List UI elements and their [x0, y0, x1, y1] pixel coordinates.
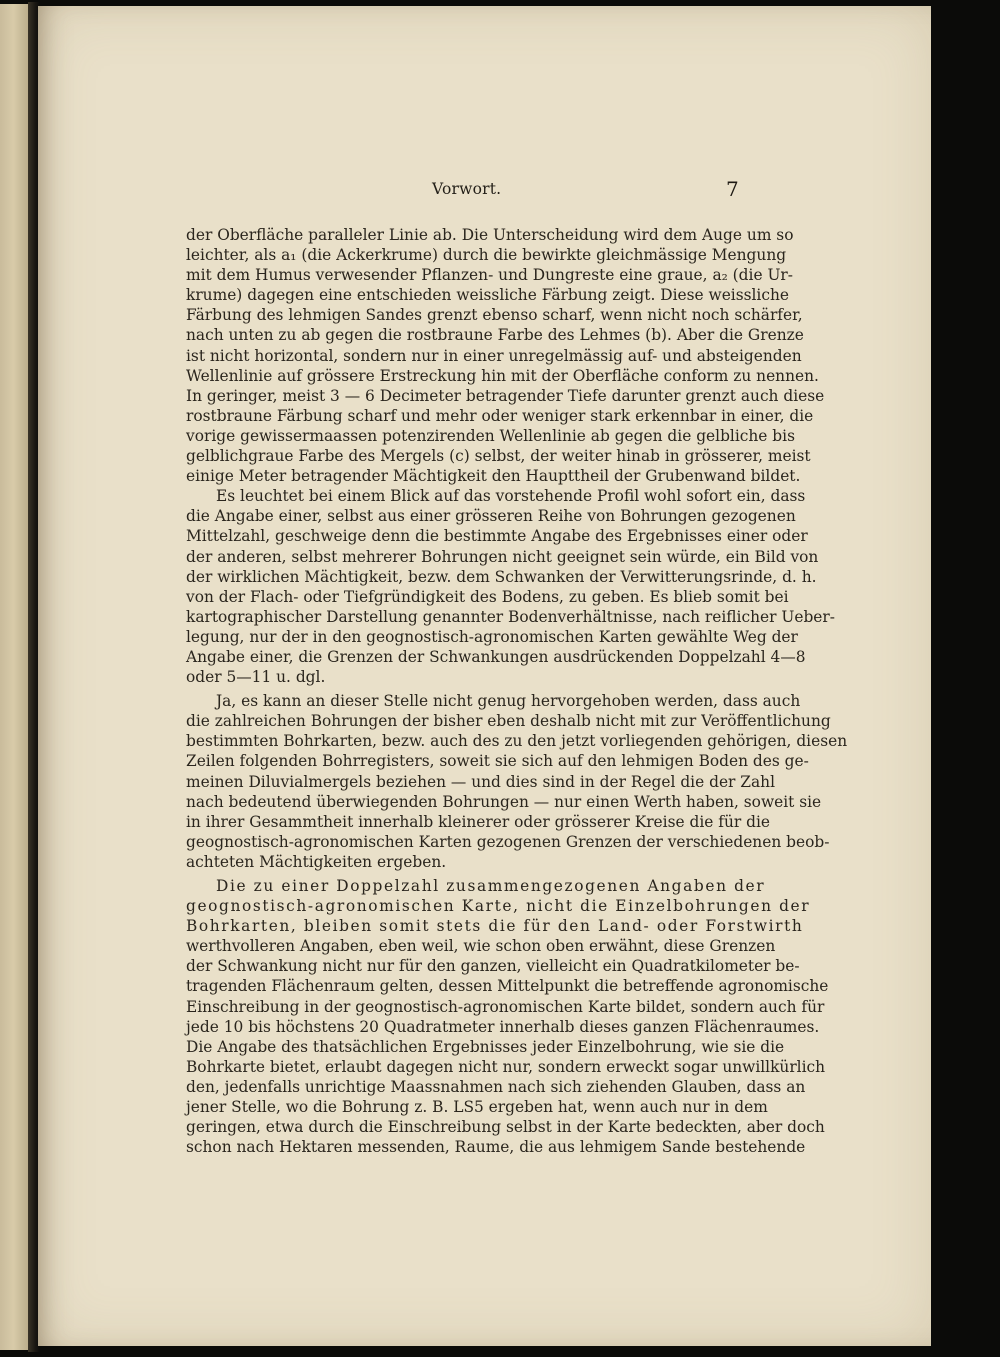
text-line: Die Angabe des thatsächlichen Ergebnisses jeder Einzelbohrung, wie sie die: [186, 1037, 785, 1056]
text-line: die Angabe einer, selbst aus einer grösseren Reihe von Bohrungen gezogenen: [186, 507, 796, 526]
text-line: den, jedenfalls unrichtige Maassnahmen nach sich ziehenden Glauben, dass an: [186, 1077, 806, 1096]
text-line: achteten Mächtigkeiten ergeben.: [186, 852, 447, 871]
page-header: [38, 177, 931, 204]
text-line: jede 10 bis höchstens 20 Quadratmeter innerhalb dieses ganzen Flächenraumes.: [186, 1017, 820, 1036]
text-line: Wellenlinie auf grössere Erstreckung hin mit der Oberfläche conform zu nennen.: [186, 366, 819, 385]
text-line: Zeilen folgenden Bohrregisters, soweit sie sich auf den lehmigen Boden des ge-: [186, 752, 809, 771]
text-line: Angabe einer, die Grenzen der Schwankungen ausdrückenden Doppelzahl 4—8: [186, 647, 806, 666]
text-line: einige Meter betragender Mächtigkeit den Haupttheil der Grubenwand bildet.: [186, 467, 801, 486]
text-line: gelblichgraue Farbe des Mergels (c) selbst, der weiter hinab in grösserer, meist: [186, 447, 811, 466]
text-line: jener Stelle, wo die Bohrung z. B. LS5 ergeben hat, wenn auch nur in dem: [186, 1098, 768, 1117]
book-page: [38, 6, 931, 1346]
text-line: geringen, etwa durch die Einschreibung selbst in der Karte bedeckten, aber doch: [186, 1118, 825, 1137]
text-line: in ihrer Gesammtheit innerhalb kleinerer oder grösserer Kreise die für die: [186, 812, 770, 831]
text-line: leichter, als a₁ (die Ackerkrume) durch die bewirkte gleichmässige Mengung: [186, 246, 787, 265]
text-line: von der Flach- oder Tiefgründigkeit des Bodens, zu geben. Es blieb somit bei: [186, 587, 789, 606]
text-line: die zahlreichen Bohrungen der bisher eben deshalb nicht mit zur Veröffentlichung: [186, 712, 831, 731]
text-line: oder 5—11 u. dgl.: [186, 668, 326, 687]
text-line: tragenden Flächenraum gelten, dessen Mittelpunkt die betreffende agronomische: [186, 977, 829, 996]
text-line: Einschreibung in der geognostisch-agronomischen Karte bildet, sondern auch für: [186, 997, 825, 1016]
text-line: meinen Diluvialmergels beziehen — und dies sind in der Regel die der Zahl: [186, 772, 776, 791]
page-number: 7: [726, 177, 739, 201]
text-line: rostbraune Färbung scharf und mehr oder weniger stark erkennbar in einer, die: [186, 406, 814, 425]
text-line: Ja, es kann an dieser Stelle nicht genug hervorgehoben werden, dass auch: [216, 692, 801, 711]
text-line: Bohrkarte bietet, erlaubt dagegen nicht nur, sondern erweckt sogar unwillkürlich: [186, 1057, 826, 1076]
text-line: der wirklichen Mächtigkeit, bezw. dem Schwanken der Verwitterungsrinde, d. h.: [186, 567, 817, 586]
text-line: schon nach Hektaren messenden, Raume, die aus lehmigem Sande bestehende: [186, 1138, 806, 1157]
running-title: Vorwort.: [432, 180, 502, 198]
text-line: der Schwankung nicht nur für den ganzen, vielleicht ein Quadratkilometer be-: [186, 957, 800, 976]
text-line: der Oberfläche paralleler Linie ab. Die Unterscheidung wird dem Auge um so: [186, 226, 794, 244]
text-line: nach unten zu ab gegen die rostbraune Farbe des Lehmes (b). Aber die Grenze: [186, 326, 804, 345]
text-line: Die zu einer Doppelzahl zusammengezogenen Angaben der: [216, 877, 766, 895]
text-line: bestimmten Bohrkarten, bezw. auch des zu den jetzt vorliegenden gehörigen, diesen: [186, 732, 848, 751]
text-line: Mittelzahl, geschweige denn die bestimmte Angabe des Ergebnisses einer oder: [186, 527, 808, 546]
body-text: [186, 225, 848, 1157]
text-line: kartographischer Darstellung genannter Bodenverhältnisse, nach reiflicher Ueber-: [186, 607, 835, 626]
text-line: werthvolleren Angaben, eben weil, wie schon oben erwähnt, diese Grenzen: [186, 937, 776, 956]
text-line: In geringer, meist 3 — 6 Decimeter betragender Tiefe darunter grenzt auch diese: [186, 386, 825, 405]
text-line: vorige gewissermaassen potenzirenden Wellenlinie ab gegen die gelbliche bis: [186, 426, 795, 445]
text-line: der anderen, selbst mehrerer Bohrungen nicht geeignet sein würde, ein Bild von: [186, 547, 819, 566]
text-line: Es leuchtet bei einem Blick auf das vorstehende Profil wohl sofort ein, dass: [216, 487, 806, 506]
text-line: mit dem Humus verwesender Pflanzen- und Dungreste eine graue, a₂ (die Ur-: [186, 266, 793, 285]
text-line: ist nicht horizontal, sondern nur in einer unregelmässig auf- und absteigenden: [186, 346, 802, 365]
previous-page-edge: [0, 4, 30, 1350]
text-line: Bohrkarten, bleiben somit stets die für den Land- oder Forstwirth: [186, 917, 804, 936]
text-line: geognostisch-agronomischen Karten gezogenen Grenzen der verschiedenen beob-: [186, 832, 830, 851]
text-line: nach bedeutend überwiegenden Bohrungen — nur einen Werth haben, soweit sie: [186, 792, 822, 811]
text-line: Färbung des lehmigen Sandes grenzt ebenso scharf, wenn nicht noch schärfer,: [186, 306, 803, 325]
text-line: geognostisch-agronomischen Karte, nicht die Einzelbohrungen der: [186, 897, 811, 916]
text-line: krume) dagegen eine entschieden weissliche Färbung zeigt. Diese weissliche: [186, 286, 789, 305]
text-line: legung, nur der in den geognostisch-agronomischen Karten gewählte Weg der: [186, 627, 798, 646]
